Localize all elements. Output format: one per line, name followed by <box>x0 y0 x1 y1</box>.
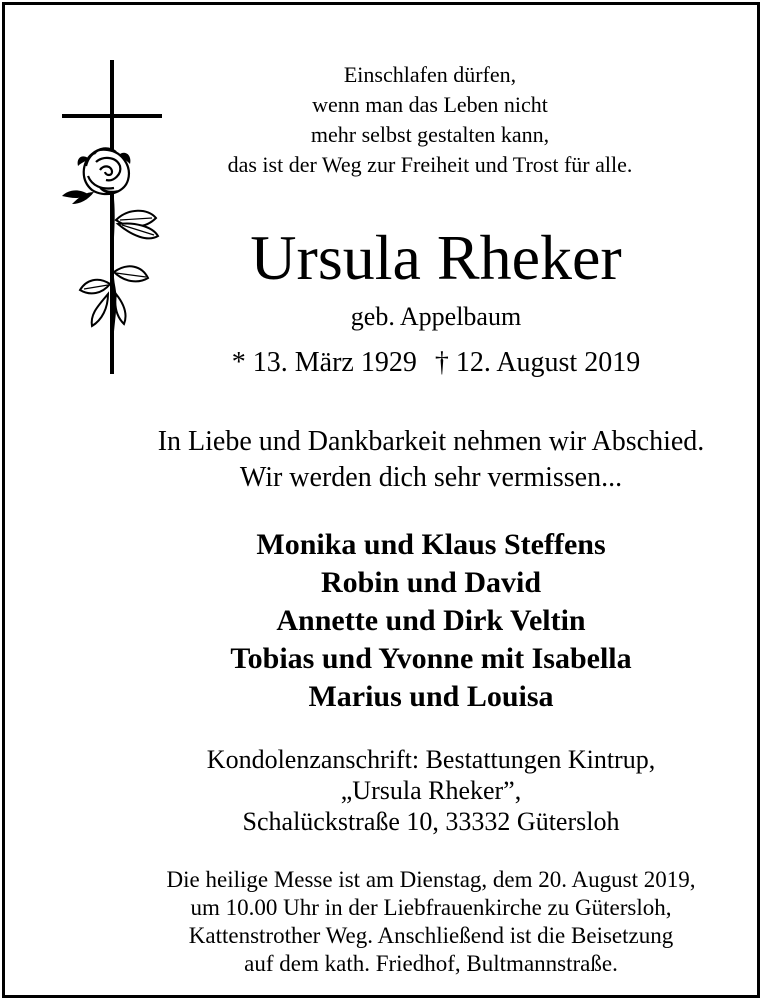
farewell-text <box>100 424 762 496</box>
condolence-line: „Ursula Rheker”, <box>340 776 522 805</box>
mourner-entry: Tobias und Yvonne mit Isabella <box>230 642 632 675</box>
mourner-entry: Robin und David <box>320 566 542 599</box>
mass-info <box>40 866 762 978</box>
mourner-entry: Marius und Louisa <box>308 680 554 713</box>
poem <box>150 60 710 180</box>
poem-line: wenn man das Leben nicht <box>312 92 548 117</box>
farewell-line: In Liebe und Dankbarkeit nehmen wir Abschied. <box>157 426 705 457</box>
condolence-line: Schalückstraße 10, 33332 Gütersloh <box>242 807 620 836</box>
poem-line: Einschlafen dürfen, <box>343 62 517 87</box>
birth-name: geb. Appelbaum <box>350 302 522 331</box>
mourners-list <box>100 526 762 716</box>
mourner-entry: Annette und Dirk Veltin <box>276 604 586 637</box>
deceased-name: Ursula Rheker <box>250 222 622 293</box>
condolence-line: Kondolenzanschrift: Bestattungen Kintrup, <box>206 745 656 774</box>
farewell-line: Wir werden dich sehr vermissen... <box>239 462 623 493</box>
death-date: † 12. August 2019 <box>434 347 641 378</box>
mass-line: auf dem kath. Friedhof, Bultmannstraße. <box>244 951 618 976</box>
poem-line: mehr selbst gestalten kann, <box>310 122 550 147</box>
condolence-address <box>100 744 762 837</box>
mourner-entry: Monika und Klaus Steffens <box>256 528 606 561</box>
mass-line: Kattenstrother Weg. Anschließend ist die Beisetzung <box>188 923 674 948</box>
mass-line: um 10.00 Uhr in der Liebfrauenkirche zu Gütersloh, <box>190 895 672 920</box>
birth-date: * 13. März 1929 <box>231 347 417 378</box>
life-dates <box>150 345 722 381</box>
mass-line: Die heilige Messe ist am Dienstag, dem 20. August 2019, <box>166 867 696 892</box>
poem-line: das ist der Weg zur Freiheit und Trost für alle. <box>227 152 633 177</box>
